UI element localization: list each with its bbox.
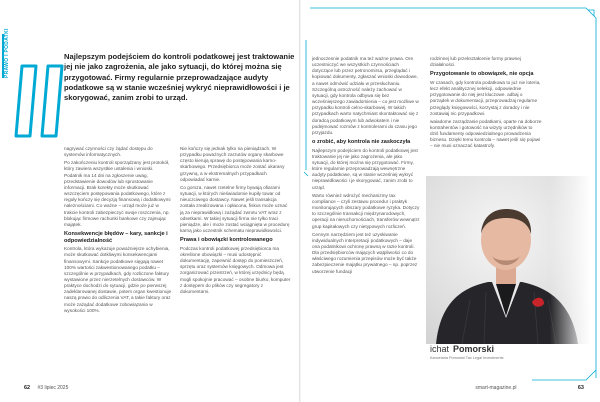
section-tab [2, 28, 11, 78]
article-column-4 [430, 56, 542, 152]
section-tab-label: PRAWO I PODATKI [4, 28, 10, 78]
author-last-name: Pomorski [453, 344, 495, 354]
issue-label: #3 lipiec 2025 [37, 385, 69, 391]
author-role: Kancelaria Pomorski Tax Legal Investments [430, 356, 504, 360]
article-column-2 [180, 146, 292, 297]
section-heading: Konsekwencje błędów – kary, sankcje i odpowiedzialność [64, 231, 168, 244]
author-photo [426, 176, 591, 344]
paragraph: Podczas kontroli podatkowej przedsiębiorca ma określone obowiązki – musi udostępnić dokumentację, zapewnić dostęp do pomieszczeń, sprzętu oraz systemów księgowych. Odmowa jest zorganizować przestrzeń, w której urzędnicy będą mogli spokojnie pracować – osobne biurko, komputer z dostępem do plików czy segregatory z dokumentami. [180, 245, 291, 294]
paragraph: Cennym narzędziem jest też uzyskiwanie indywidualnych interpretacji podatkowych – daje ona podatnikowi ochronę prawną w razie kontroli. Dla przedsiębiorców mających wątpliwości co do właściwego rozumienia przepisów może być także zabezpieczenie majątku prywatnego – np. poprzez utworzenie fundacji [312, 231, 418, 274]
paragraph: Po zakończeniu kontroli sporządzany jest protokół, który zawiera wszystkie ustalenia i wnioski. Podatnik ma 14 dni na zgłoszenie uwag, przedstawienie dowodów lub sprostowanie informacji. Brak korekty może skutkować wszczęciem postępowania podatkowego, które z reguły kończy się decyzją finansową i dodatkowymi należnościami. Co ważne – urząd może już w trakcie kontroli zabezpieczyć swoje roszczenia, np. blokując firmowe rachunki bankowe czy zajmując majątek. [64, 160, 171, 227]
section-heading: Przygotowanie to obowiązek, nie opcja [430, 71, 534, 78]
paragraph: W czasach, gdy kontrola podatkowa to już nie loteria, lecz efekt analitycznej selekcji, odpowiednie przygotowanie do niej jest kluczowe. adbaj o porządek w dokumentacji, przeprowadzaj regularne przeglądy księgowości, korzystaj z doradcy i nie zostawiaj nic przypadkowi. [430, 79, 541, 116]
site-label: smart-magazine.pl [475, 385, 517, 391]
page-gutter [299, 0, 301, 402]
paragraph: Najlepszym podejściem do kontroli podatkowej jest traktowanie jej nie jako zagrożenia, ale jako sytuacji, do której można się przygotować. Firmy, które regularnie przeprowadzają wewnętrzne audyty podatkowe, są w stanie wcześniej wykryć nieprawidłowości i je skorygować, zanim zrobi to urząd. [312, 147, 418, 190]
paragraph: nagrywać czynności czy żądać dostępu do systemów informatycznych. [64, 146, 153, 158]
footer-left [24, 385, 68, 391]
paragraph: Nie kończy się jednak tylko na pieniądzach. W przypadku poważnych zarzutów organy skarbowe często kierują sprawę do postępowania karno-skarbowego. Przedsiębiorca może zostać ukarany grzywną, a w ekstremalnych przypadkach odpowiadać karnie. [180, 146, 285, 182]
footer-right [475, 385, 584, 391]
article-column-1 [64, 146, 172, 316]
section-heading: Prawa i obowiązki kontrolowanego [180, 237, 273, 244]
paragraph: jednoczesnie podatnik ma też ważne prawa. Ore uczestniczyć we wszystkich czynnościach dotyczące lub przez petronomirsa, przeglądać i kopiować dokumenty, zgłaszać wnioski dowodowe, a nawet odmówić udziału w przesłuchaniu. Szczególną ostrożność należy zachować w sytuacji, gdy kontrola odbywa się bez wcześniejszego zawiadomienia – co jest możliwe w przypadku kontroli celno-skarbowej. W takich przypadkach warto natychmiast skontaktować się z doradcą podatkowym lub adwokatem i nie podejmować rozmów z kontrolerami do czasu jego przyjazdu. [312, 56, 419, 135]
paragraph: waiadome zarządzanie podatkami, oparte na doborze kontrahentów i gotowość na wizyty urzędników to dziś fundamenty odpowiedzialnego prowadzenia biznesu. Dzięki temu kontrola – nawet jeśli się pojawi – nie musi oznaczać katastrofy. [430, 118, 542, 149]
paragraph: Co gorsza, nawet rzetelne firmy bywają ofiarami sytuacji, w których nieświadomie kupiły towar od nieuczciwego dostawcy. Nawet jeśli transakcja została zrealizowana i opłacona, fiskus może uznać ją za nieprawidłową i zażądać zwrotu VAT wraz z odsetkami. W takiej sytuacji firma nie tylko traci pieniądze, ale i może zostać wciągnięta w procedurę karną jako uczestnik schematu nieprawidłowości. [180, 184, 290, 234]
paragraph: Kontrola, która wykazuje poważniejsze uchybienia, może skutkować dotkliwymi konsekwencjami finansowymi. Sankcje podatkowe sięgają nawet 100% wartości zakwestionowanego podatku – szczególnie w przypadkach, gdy rozliczone faktury wystawione przez nierzetelnych dostawców. W praktyce dochodzi do sytuacji, gdzie po pierwszej zadeklarowanej dostawie, potem organ kwestionuje naszą prawo do odliczenia VAT, a takie faktury oraz może zażądać dodatkowe zobowiązania w wysokości 100%. [64, 246, 172, 313]
page-number: 63 [577, 385, 584, 391]
section-heading: o zrobić, aby kontrola nie zaskoczyła [312, 139, 411, 146]
author-name [430, 344, 494, 354]
paragraph: rodzinnej lub przekształcenie formy prawnej działalności. [430, 56, 521, 68]
author-first-name: ichat [430, 344, 450, 354]
paragraph: Warto również wdrożyć mechanizmy tax compliance – czyli zestawu procedur i praktyk monitorujących obszary podatkowe ryzyka. Dotyczy to szczególnie transakcji międzynarodowych, operacji na nieruchomościach, transferów wewnątrz grup kapitałowych czy nietypowych rozliczeń. [312, 192, 420, 229]
article-column-3 [312, 56, 420, 277]
portrait-image [426, 176, 591, 344]
page-number: 62 [24, 385, 31, 391]
pull-quote: Najlepszym podejściem do kontroli podatkowej jest traktowanie jej nie jako zagrożenia, ale jako sytuacji, do której można się przygotować. Firmy regularnie przeprowadzające audyty podatkowe są w stanie wcześniej wykryć nieprawidłowości i je skorygować, zanim zrobi to urząd. [64, 52, 295, 103]
